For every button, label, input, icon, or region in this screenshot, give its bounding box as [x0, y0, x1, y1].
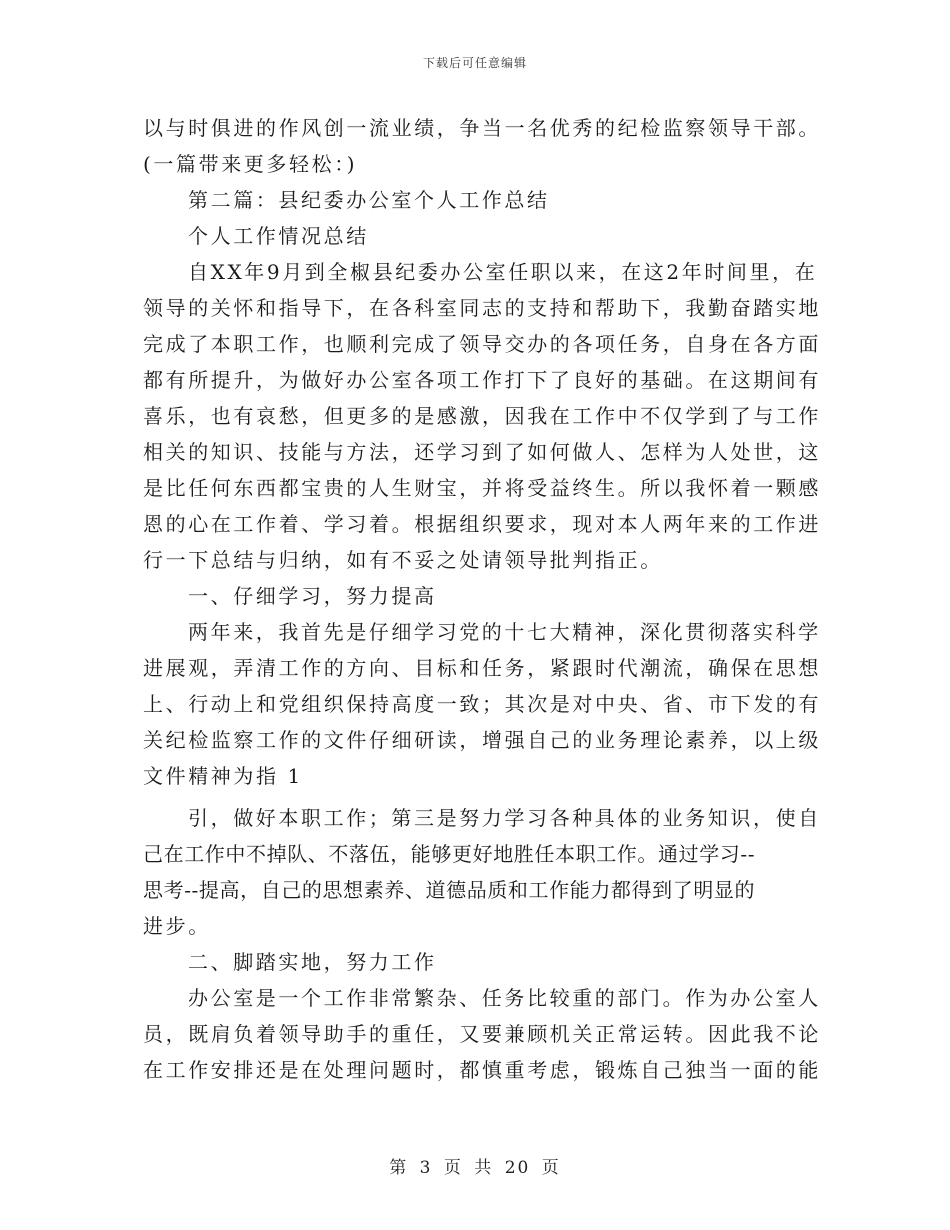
paragraph-line: 思考--提高，自己的思想素养、道德品质和工作能力都得到了明显的: [143, 878, 756, 902]
paragraph-line: 进展观，弄清工作的方向、目标和任务，紧跟时代潮流，确保在思想: [143, 656, 821, 680]
header-note: 下载后可任意编辑: [422, 56, 527, 70]
section-heading: 第二篇：县纪委办公室个人工作总结: [188, 188, 550, 212]
paragraph-line: 是比任何东西都宝贵的人生财宝，并将受益终生。所以我怀着一颗感: [143, 476, 821, 500]
paragraph-line: 进步。: [143, 914, 211, 938]
paragraph-line: 恩的心在工作着、学习着。根据组织要求，现对本人两年来的工作进: [143, 512, 821, 536]
paragraph-line: 行一下总结与归纳，如有不妥之处请领导批判指正。: [143, 548, 663, 572]
document-body: [143, 110, 821, 1088]
paragraph-line: 引，做好本职工作；第三是努力学习各种具体的业务知识，使自: [188, 806, 821, 830]
paragraph-line: 办公室是一个工作非常繁杂、任务比较重的部门。作为办公室人: [188, 986, 821, 1010]
section-heading: 二、脚踏实地，努力工作: [188, 950, 437, 974]
paragraph-line: 相关的知识、技能与方法，还学习到了如何做人、怎样为人处世，这: [143, 440, 821, 464]
paragraph-line: 领导的关怀和指导下，在各科室同志的支持和帮助下，我勤奋踏实地: [143, 296, 821, 320]
paragraph-line: 关纪检监察工作的文件仔细研读，增强自己的业务理论素养，以上级: [143, 728, 821, 752]
text-line: (一篇带来更多轻松：): [143, 152, 358, 176]
paragraph-line: 上、行动上和党组织保持高度一致；其次是对中央、省、市下发的有: [143, 692, 821, 716]
paragraph-line: 自XX年9月到全椒县纪委办公室任职以来，在这2年时间里，在: [188, 260, 818, 284]
paragraph-line: 文件精神为指 1: [143, 764, 303, 788]
paragraph-line: 员，既肩负着领导助手的重任，又要兼顾机关正常运转。因此我不论: [143, 1022, 821, 1046]
paragraph-line: 都有所提升，为做好办公室各项工作打下了良好的基础。在这期间有: [143, 368, 821, 392]
section-subheading: 个人工作情况总结: [188, 224, 369, 248]
paragraph-line: 在工作安排还是在处理问题时，都慎重考虑，锻炼自己独当一面的能: [143, 1058, 821, 1082]
page-number: 第 3 页 共 20 页: [389, 1158, 561, 1178]
paragraph-line: 完成了本职工作，也顺利完成了领导交办的各项任务，自身在各方面: [143, 332, 821, 356]
paragraph-line: 喜乐，也有哀愁，但更多的是感激，因我在工作中不仅学到了与工作: [143, 404, 821, 428]
paragraph-line: 两年来，我首先是仔细学习党的十七大精神，深化贯彻落实科学: [188, 620, 821, 644]
paragraph-line: 己在工作中不掉队、不落伍，能够更好地胜任本职工作。通过学习--: [143, 842, 756, 866]
section-heading: 一、仔细学习，努力提高: [188, 584, 437, 608]
text-line: 以与时俱进的作风创一流业绩，争当一名优秀的纪检监察领导干部。: [143, 116, 821, 140]
